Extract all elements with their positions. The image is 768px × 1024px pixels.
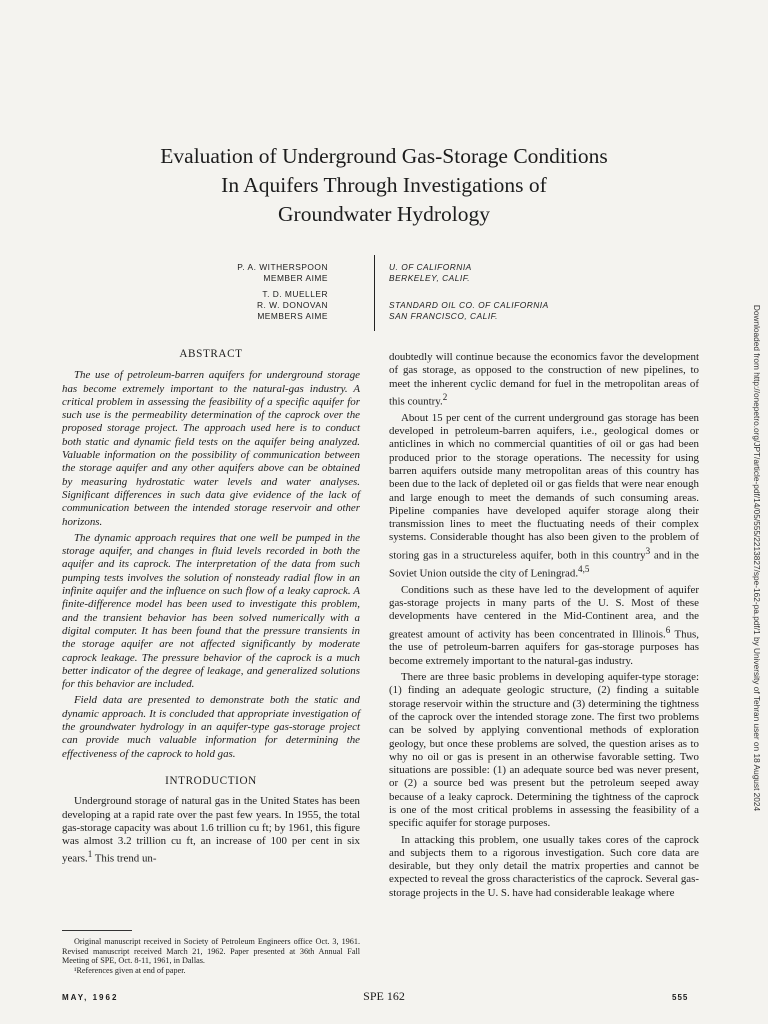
affiliation-line: U. OF CALIFORNIA <box>389 262 472 272</box>
author-list <box>237 262 328 326</box>
footnote: ¹References given at end of paper. <box>74 965 186 975</box>
left-column <box>62 348 360 869</box>
paper-id: SPE 162 <box>363 989 405 1003</box>
abstract-heading: ABSTRACT <box>179 348 243 360</box>
title-line-2: In Aquifers Through Investigations of <box>221 173 547 197</box>
author-membership: MEMBER AIME <box>263 273 328 284</box>
issue-date: MAY, 1962 <box>62 993 119 1002</box>
text-run: and in the Soviet Union outside the city of Leningrad. <box>389 549 699 580</box>
body-paragraph: In attacking this problem, one usually takes cores of the caprock and subjects them to a rigorous investigation. Such core data are desirable, but they only detail the matrix properties and cannot be expected to reveal the gross characteristics of the caprock. Several gas-storage projects in the U. S. have had considerable leakage where <box>389 833 699 899</box>
body-paragraph: There are three basic problems in developing aquifer-type storage: (1) finding an adequate geologic structure, (2) finding a suitable storage reservoir within the structure and (3) determining the tightness of the caprock over the intended storage zone. The first two problems can be solved by applying conventional methods of exploration geology, but once these problems are solved, the question arises as to why no oil or gas is present in an otherwise favorable setting. Two situations are possible: (1) an adequate source bed was never present, or (2) a source bed was present but the petroleum seeped away because of a leaky caprock. Determining the tightness of the caprock is one of the most critical problems in assessing the feasibility of a specific aquifer for storage purposes. <box>389 671 699 830</box>
body-paragraph <box>389 584 699 668</box>
download-notice: Downloaded from http://onepetro.org/JPT/article-pdf/14/05/555/2213827/spe-162-pa.pdf/1 by University of Tehran user on 18 August 2024 <box>752 304 762 812</box>
author-name: R. W. DONOVAN <box>256 299 328 310</box>
abstract-paragraph: The dynamic approach requires that one well be pumped in the storage aquifer, and changes in fluid levels recorded in both the aquifer and its caprock. The interpretation of the data from such pumping tests involves the solution of nonsteady radial flow in an infinite aquifer and the influence on such flow of a leaky caprock. A finite-difference model has been used to investigate this problem, and the transient behavior has been solved numerically with a digital computer. It has been found that the pressure transients in the storage aquifer are not affected significantly by moderate caprock leakage. The pressure behavior of the caprock is a much better indicator of the degree of leakage, and generalized solutions for this behavior are included. <box>62 531 360 691</box>
author-name: P. A. WITHERSPOON <box>237 262 328 272</box>
body-paragraph <box>389 412 699 581</box>
author-membership: MEMBERS AIME <box>257 311 328 322</box>
reference-marker: 6 <box>665 624 671 635</box>
title-line-3: Groundwater Hydrology <box>278 202 490 226</box>
paper-title <box>60 142 708 229</box>
text-run: Underground storage of natural gas in the United States has been developing at a rapid rate over the past few years. In 1955, the total gas-storage capacity was about 1.6 trillion cu ft; by 1961, this figure was almost 3.2 trillion cu ft, an increase of 100 per cent in six years. <box>62 795 360 866</box>
abstract-paragraph: Field data are presented to demonstrate both the static and dynamic approach. It is concluded that appropriate investigation of the groundwater hydrology in an aquifer-type gas-storage project can provide much valuable information for determining the effectiveness of the caprock to hold gas. <box>62 694 360 760</box>
text-run: This trend un- <box>92 853 157 866</box>
introduction-section <box>62 775 360 866</box>
affiliation-line: SAN FRANCISCO, CALIF. <box>389 310 499 321</box>
title-line-1: Evaluation of Underground Gas-Storage Conditions <box>160 144 608 168</box>
reference-marker: 3 <box>645 545 651 556</box>
text-run: About 15 per cent of the current underground gas storage has been developed in petroleum-barren aquifers, i.e., geological domes or anticlines in which no commercial quantities of oil or gas had been produced prior to the storage operations. The necessity for using barren aquifers outside many metropolitan areas of this country has been due to the lack of depleted oil or gas fields that were near enough and large enough to meet the demands of such consuming areas. Pipeline companies have developed aquifer storage along their transmission lines to meet the fluctuating needs of their complex systems. Considerable thought has also been given to the problem of storing gas in a structureless aquifer, both in this country <box>389 411 699 562</box>
affiliation-list <box>389 262 549 337</box>
text-run: doubtedly will continue because the economics favor the development of gas storage, as opposed to the construction of new pipelines, to meet the inherent cyclic demand for fuel in the metropolitan areas of this country. <box>389 351 699 408</box>
abstract-paragraph: The use of petroleum-barren aquifers for underground storage has become extremely important to the natural-gas industry. A critical problem in assessing the feasibility of a specific aquifer for such use is the permeability determination of the caprock over the proposed storage project. The approach used here is to conduct both static and dynamic field tests on the aquifer being analyzed. Valuable information on the possibility of communication between the storage aquifer and any other aquifers above can be obtained by measuring hydrostatic water levels and water analyses. Significant differences in such data give evidence of the lack of communication between the intended storage reservoir and other horizons. <box>62 369 360 528</box>
reference-marker: 4,5 <box>578 563 590 574</box>
footnotes <box>62 937 360 975</box>
abstract-section <box>62 348 360 761</box>
reference-marker: 2 <box>442 391 448 402</box>
author-name: T. D. MUELLER <box>262 288 328 299</box>
introduction-paragraph <box>62 795 360 866</box>
author-affiliation-divider <box>374 255 375 331</box>
reference-marker: 1 <box>87 849 93 860</box>
body-paragraph <box>389 351 699 409</box>
right-column <box>389 351 699 903</box>
footnote: Original manuscript received in Society of Petroleum Engineers office Oct. 3, 1961. Revised manuscript received March 21, 1962. Paper presented at 36th Annual Fall Meeting of SPE, Oct. 8-11, 1961, in Dallas. <box>62 937 360 966</box>
affiliation-line: STANDARD OIL CO. OF CALIFORNIA <box>389 299 549 310</box>
page-number: 555 <box>672 993 689 1002</box>
introduction-heading: INTRODUCTION <box>165 774 257 787</box>
affiliation-line: BERKELEY, CALIF. <box>389 273 471 284</box>
footnote-rule <box>62 930 132 931</box>
text-run: Thus, the use of petroleum-barren aquifers for gas-storage purposes has become extremely important to the natural-gas industry. <box>389 628 699 667</box>
text-run: Conditions such as these have led to the development of aquifer gas-storage projects in many parts of the U. S. Most of these developments have centered in the Mid-Continent area, and the greatest amount of activity has been concentrated in Illinois. <box>389 583 699 641</box>
